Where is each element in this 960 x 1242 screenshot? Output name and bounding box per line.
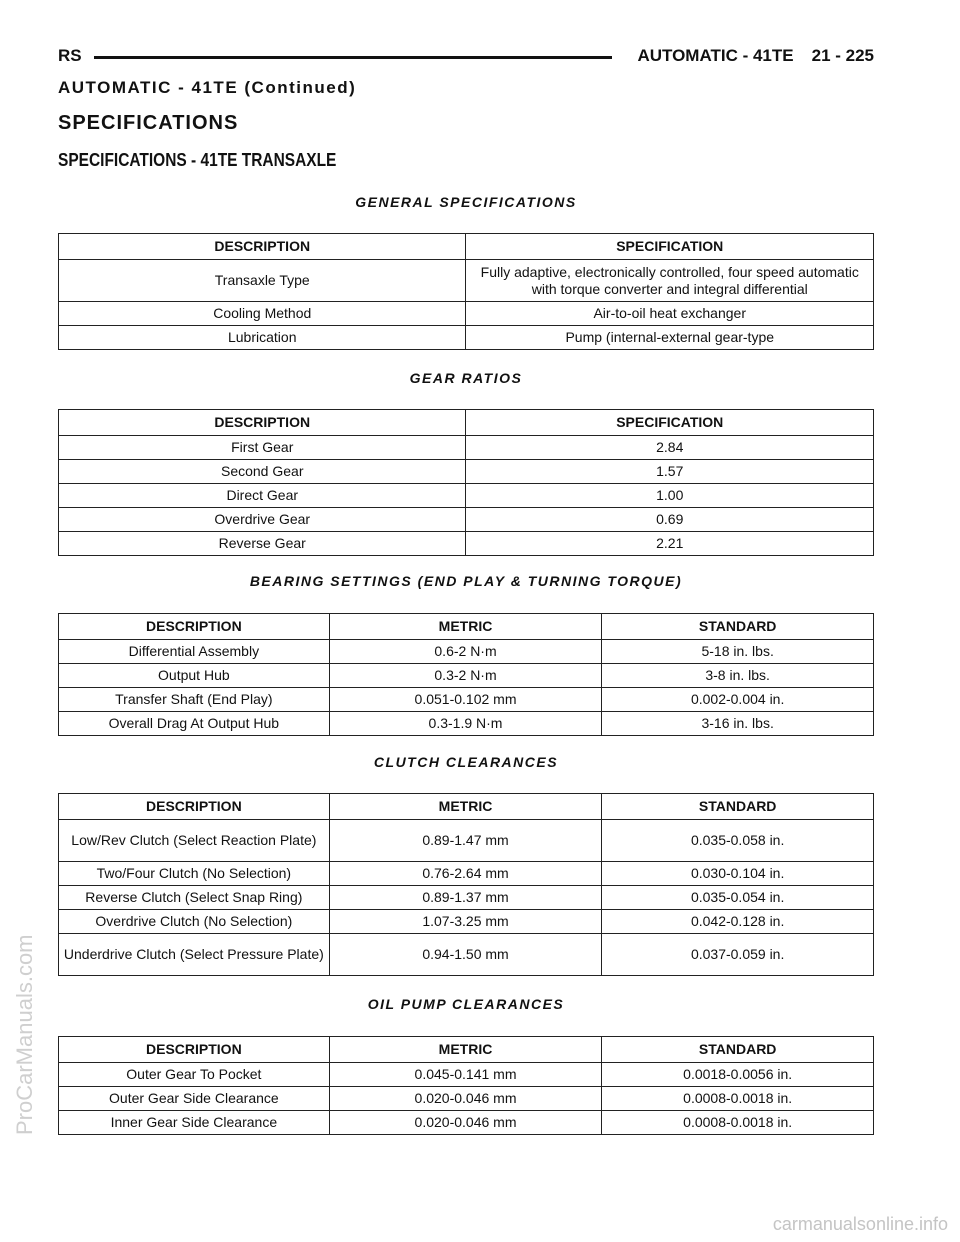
continued-heading: AUTOMATIC - 41TE (Continued)	[58, 78, 357, 97]
table-row	[59, 436, 874, 460]
side-watermark: ProCarManuals.com	[12, 934, 37, 1135]
table-row	[59, 532, 874, 556]
table-row	[59, 508, 874, 532]
table-cell: 0.002-0.004 in.	[602, 688, 874, 712]
header-left: RS	[58, 46, 82, 65]
table-header-row	[59, 614, 874, 640]
table-cell: Cooling Method	[59, 302, 466, 326]
column-header: DESCRIPTION	[59, 614, 330, 640]
table-row	[59, 1087, 874, 1111]
table-cell: Inner Gear Side Clearance	[59, 1111, 330, 1135]
page-number: 21 - 225	[811, 46, 874, 65]
section-heading: SPECIFICATIONS	[58, 112, 239, 134]
table-cell: 1.07-3.25 mm	[329, 910, 602, 934]
general-specs-table	[58, 233, 874, 350]
table-row	[59, 640, 874, 664]
table-cell: Outer Gear To Pocket	[59, 1063, 330, 1087]
table-row	[59, 664, 874, 688]
column-header: DESCRIPTION	[59, 1037, 330, 1063]
table-cell: Differential Assembly	[59, 640, 330, 664]
table-cell: 0.3-2 N·m	[329, 664, 602, 688]
clutch-clearances-table	[58, 793, 874, 976]
table-cell: 3-8 in. lbs.	[602, 664, 874, 688]
table-cell: 0.69	[466, 508, 874, 532]
column-header: STANDARD	[602, 614, 874, 640]
table-cell: 0.94-1.50 mm	[329, 934, 602, 976]
table-cell: Reverse Gear	[59, 532, 466, 556]
table-cell: Overall Drag At Output Hub	[59, 712, 330, 736]
table-cell: Overdrive Gear	[59, 508, 466, 532]
table-cell: 0.020-0.046 mm	[329, 1087, 602, 1111]
gear-ratios-table	[58, 409, 874, 556]
column-header: STANDARD	[602, 1037, 874, 1063]
column-header: DESCRIPTION	[59, 794, 330, 820]
table-header-row	[59, 794, 874, 820]
table-row	[59, 460, 874, 484]
table-header-row	[59, 234, 874, 260]
table-cell: 0.89-1.37 mm	[329, 886, 602, 910]
table-cell: Overdrive Clutch (No Selection)	[59, 910, 330, 934]
column-header: SPECIFICATION	[466, 234, 874, 260]
table-cell: 0.051-0.102 mm	[329, 688, 602, 712]
table-row	[59, 886, 874, 910]
table-row	[59, 862, 874, 886]
table-cell: 0.0018-0.0056 in.	[602, 1063, 874, 1087]
table-cell: Transaxle Type	[59, 260, 466, 302]
table-cell: 0.030-0.104 in.	[602, 862, 874, 886]
bearing-settings-table	[58, 613, 874, 736]
table-cell: 5-18 in. lbs.	[602, 640, 874, 664]
table-cell: Second Gear	[59, 460, 466, 484]
table-cell: 1.57	[466, 460, 874, 484]
table-cell: 2.21	[466, 532, 874, 556]
table-row	[59, 934, 874, 976]
general-specs-title: GENERAL SPECIFICATIONS	[355, 194, 577, 210]
table-cell: Reverse Clutch (Select Snap Ring)	[59, 886, 330, 910]
table-cell: Air-to-oil heat exchanger	[466, 302, 874, 326]
column-header: METRIC	[329, 1037, 602, 1063]
table-header-row	[59, 1037, 874, 1063]
table-header-row	[59, 410, 874, 436]
subsection-heading: SPECIFICATIONS - 41TE TRANSAXLE	[58, 150, 337, 170]
table-cell: 3-16 in. lbs.	[602, 712, 874, 736]
table-cell: Output Hub	[59, 664, 330, 688]
gear-ratios-title: GEAR RATIOS	[409, 370, 523, 386]
table-row	[59, 302, 874, 326]
table-cell: Underdrive Clutch (Select Pressure Plate)	[59, 934, 330, 976]
header-title: AUTOMATIC - 41TE	[637, 46, 794, 65]
column-header: STANDARD	[602, 794, 874, 820]
table-cell: Outer Gear Side Clearance	[59, 1087, 330, 1111]
oil-pump-clearances-table	[58, 1036, 874, 1135]
table-row	[59, 1063, 874, 1087]
table-row	[59, 910, 874, 934]
table-cell: 2.84	[466, 436, 874, 460]
table-cell: Lubrication	[59, 326, 466, 350]
table-cell: 0.037-0.059 in.	[602, 934, 874, 976]
table-row	[59, 1111, 874, 1135]
table-row	[59, 688, 874, 712]
table-cell: Direct Gear	[59, 484, 466, 508]
footer-watermark: carmanualsonline.info	[772, 1214, 948, 1234]
column-header: SPECIFICATION	[466, 410, 874, 436]
table-cell: Transfer Shaft (End Play)	[59, 688, 330, 712]
table-cell: Fully adaptive, electronically controlled, four speed automatic with torque converter and integral differential	[466, 260, 874, 302]
table-cell: First Gear	[59, 436, 466, 460]
header-right	[637, 46, 874, 66]
column-header: DESCRIPTION	[59, 410, 466, 436]
table-cell: 1.00	[466, 484, 874, 508]
table-cell: 0.035-0.054 in.	[602, 886, 874, 910]
table-row	[59, 484, 874, 508]
column-header: DESCRIPTION	[59, 234, 466, 260]
table-cell: 0.0008-0.0018 in.	[602, 1111, 874, 1135]
clutch-clearances-title: CLUTCH CLEARANCES	[373, 754, 559, 770]
table-cell: Two/Four Clutch (No Selection)	[59, 862, 330, 886]
table-cell: 0.89-1.47 mm	[329, 820, 602, 862]
table-cell: Low/Rev Clutch (Select Reaction Plate)	[59, 820, 330, 862]
table-row	[59, 326, 874, 350]
table-cell: 0.3-1.9 N·m	[329, 712, 602, 736]
table-cell: 0.020-0.046 mm	[329, 1111, 602, 1135]
oil-pump-clearances-title: OIL PUMP CLEARANCES	[367, 996, 565, 1012]
table-row	[59, 260, 874, 302]
table-cell: 0.042-0.128 in.	[602, 910, 874, 934]
table-row	[59, 820, 874, 862]
page-header	[58, 46, 874, 68]
column-header: METRIC	[329, 794, 602, 820]
table-cell: Pump (internal-external gear-type	[466, 326, 874, 350]
column-header: METRIC	[329, 614, 602, 640]
table-row	[59, 712, 874, 736]
table-cell: 0.6-2 N·m	[329, 640, 602, 664]
header-rule	[94, 56, 612, 59]
table-cell: 0.0008-0.0018 in.	[602, 1087, 874, 1111]
table-cell: 0.035-0.058 in.	[602, 820, 874, 862]
table-cell: 0.76-2.64 mm	[329, 862, 602, 886]
table-cell: 0.045-0.141 mm	[329, 1063, 602, 1087]
bearing-settings-title: BEARING SETTINGS (END PLAY & TURNING TORQUE)	[249, 573, 683, 589]
